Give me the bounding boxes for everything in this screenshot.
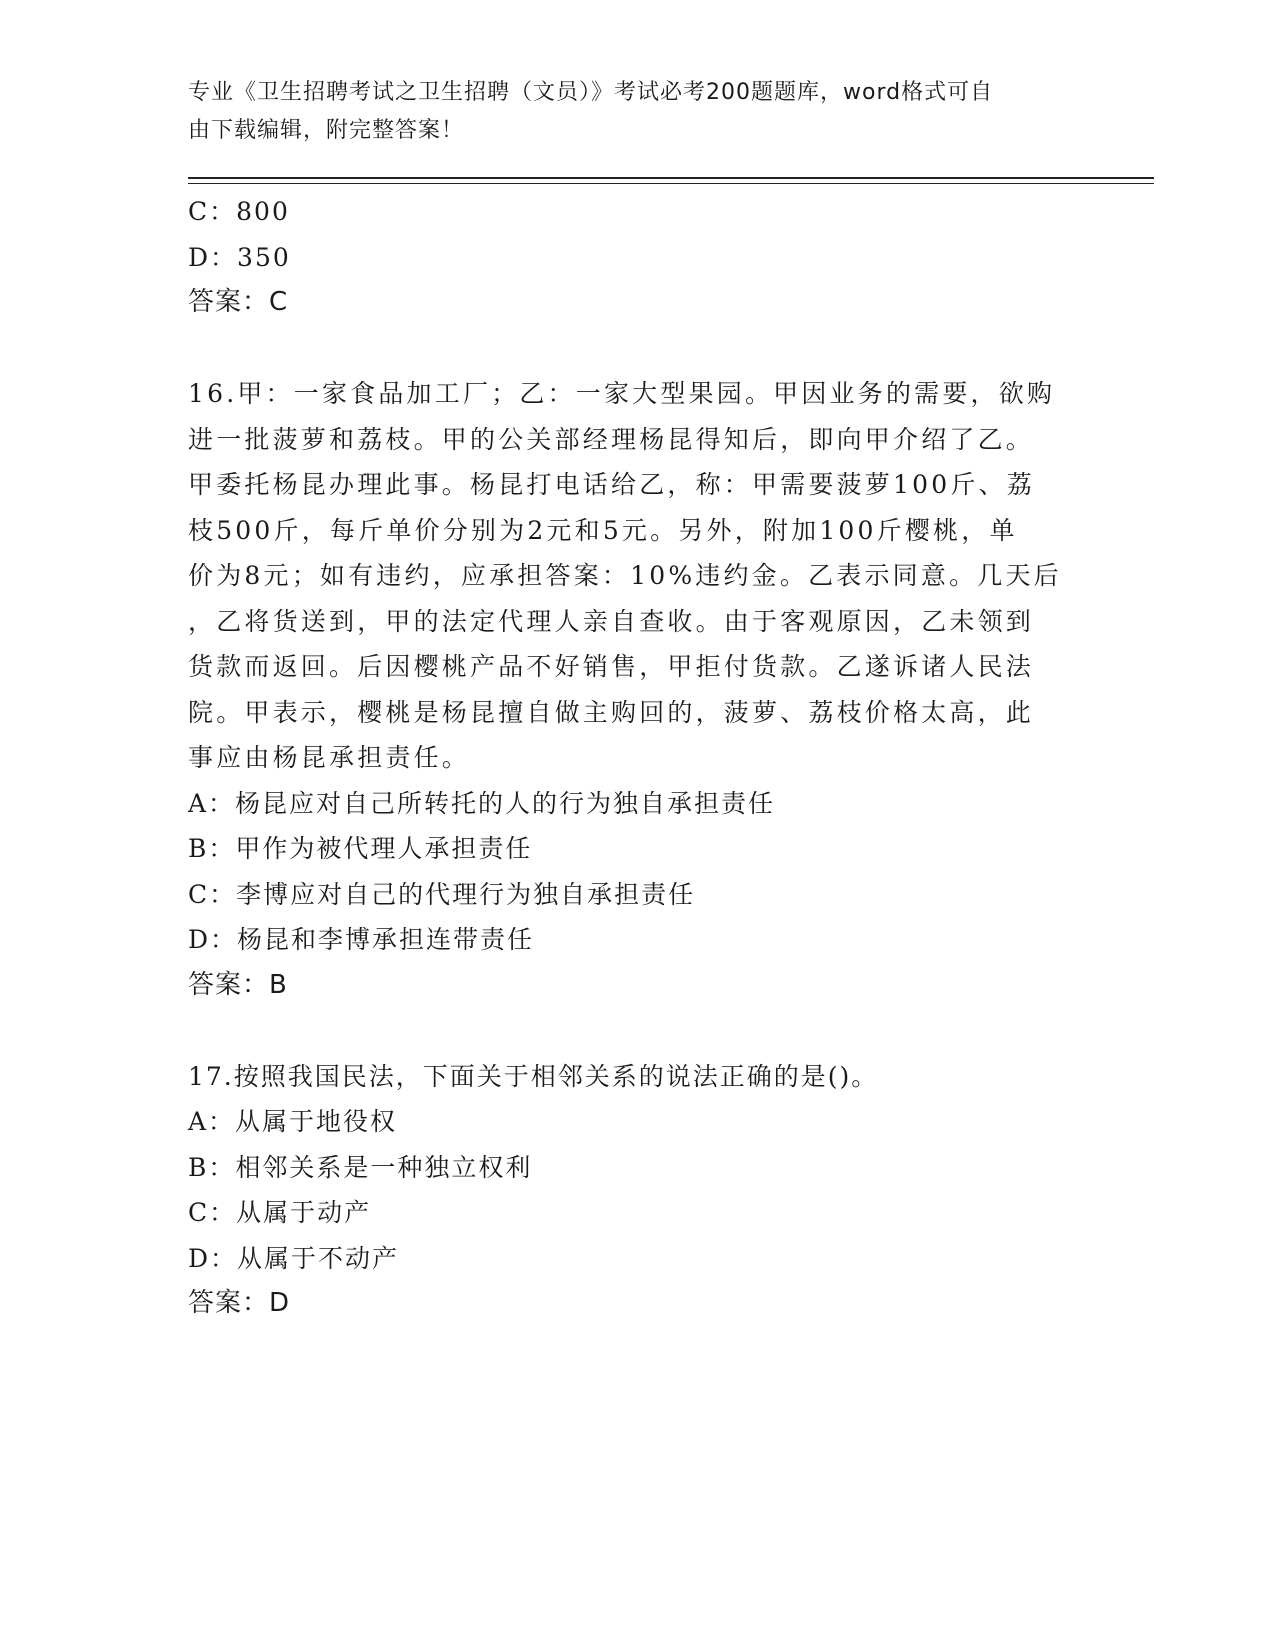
option-c: C：800	[188, 197, 290, 226]
question-line: 甲委托杨昆办理此事。杨昆打电话给乙，称：甲需要菠萝100斤、荔	[188, 470, 1035, 499]
question-17-block	[188, 1054, 1068, 1327]
prev-question-block	[188, 189, 1068, 326]
question-line: 院。甲表示，樱桃是杨昆擅自做主购回的，菠萝、荔枝价格太高，此	[188, 697, 1035, 727]
question-text: 17.按照我国民法，下面关于相邻关系的说法正确的是()。	[188, 1061, 879, 1091]
option-b: B：甲作为被代理人承担责任	[188, 834, 533, 863]
spacer	[188, 1008, 1068, 1054]
option-c: C：从属于动产	[188, 1198, 372, 1227]
question-line: 进一批菠萝和荔枝。甲的公关部经理杨昆得知后，即向甲介绍了乙。	[188, 424, 1035, 454]
question-line: 事应由杨昆承担责任。	[188, 743, 471, 772]
question-line: 货款而返回。后因樱桃产品不好销售，甲拒付货款。乙遂诉诸人民法	[188, 652, 1035, 681]
question-16-block	[188, 371, 1068, 1008]
document-header	[188, 74, 1068, 150]
option-d: D：从属于不动产	[188, 1243, 400, 1273]
answer-line: 答案：C	[188, 287, 289, 317]
question-line: 价为8元；如有违约，应承担答案：10%违约金。乙表示同意。几天后	[188, 561, 1062, 590]
question-16-text	[188, 371, 1068, 781]
document-body	[188, 189, 1068, 1327]
answer-line: 答案：D	[188, 1288, 291, 1318]
header-line-1: 专业《卫生招聘考试之卫生招聘（文员）》考试必考200题题库，word格式可自	[188, 80, 994, 105]
spacer	[188, 326, 1068, 372]
answer-line: 答案：B	[188, 969, 288, 1000]
header-line-2: 由下载编辑，附完整答案！	[188, 118, 465, 143]
option-b: B：相邻关系是一种独立权利	[188, 1152, 533, 1182]
question-line: 枝500斤，每斤单价分别为2元和5元。另外，附加100斤樱桃，单	[188, 515, 1018, 545]
option-d: D：350	[188, 242, 291, 272]
option-a: A：杨昆应对自己所转托的人的行为独自承担责任	[188, 788, 776, 818]
option-c: C：李博应对自己的代理行为独自承担责任	[188, 879, 696, 909]
option-d: D：杨昆和李博承担连带责任	[188, 925, 535, 954]
header-divider-thick	[188, 177, 1154, 179]
header-divider-thin	[188, 183, 1154, 184]
question-line: ，乙将货送到，甲的法定代理人亲自查收。由于客观原因，乙未领到	[188, 606, 1035, 636]
question-line: 16.甲：一家食品加工厂；乙：一家大型果园。甲因业务的需要，欲购	[188, 379, 1056, 408]
option-a: A：从属于地役权	[188, 1107, 398, 1136]
